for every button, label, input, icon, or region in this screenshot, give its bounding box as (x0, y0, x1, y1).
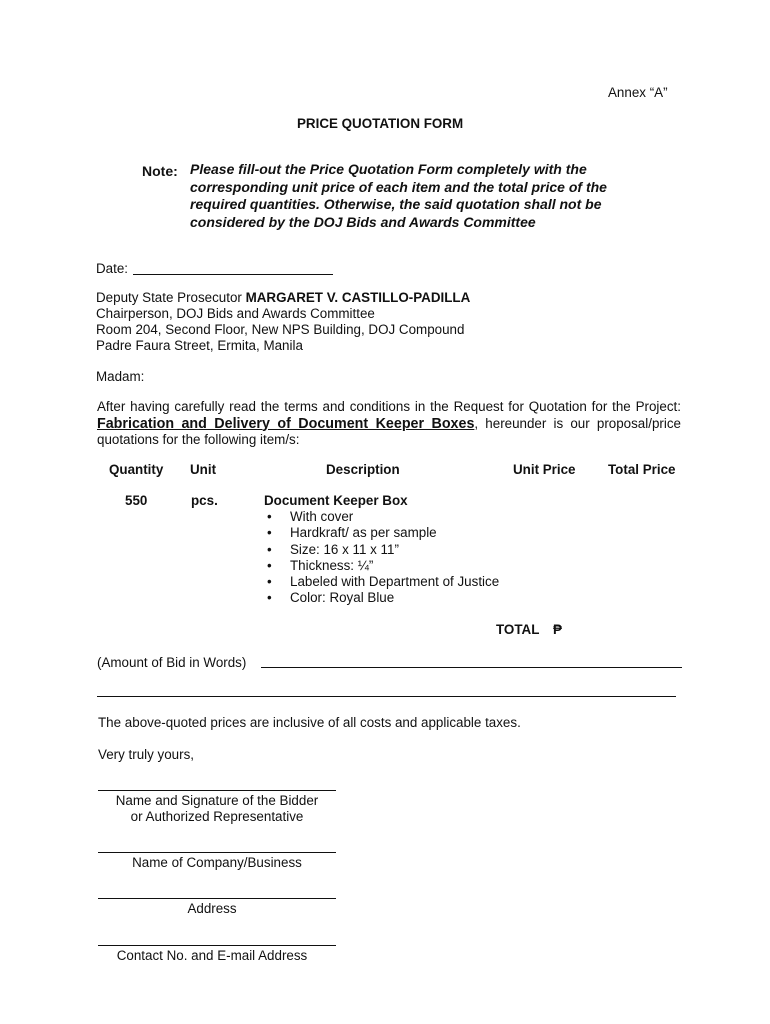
list-item: • With cover (266, 509, 499, 525)
row-unit: pcs. (191, 493, 218, 508)
intro-paragraph (97, 399, 681, 449)
row-quantity: 550 (125, 493, 148, 508)
form-title: PRICE QUOTATION FORM (297, 116, 464, 131)
note-line: considered by the DOJ Bids and Awards Committee (190, 213, 536, 230)
note-line: corresponding unit price of each item and the total price of the (190, 178, 607, 195)
spec-list (266, 509, 499, 607)
amount-in-words-label: (Amount of Bid in Words) (97, 655, 247, 670)
header-description: Description (326, 462, 400, 477)
signature-line-company[interactable] (98, 852, 336, 853)
amount-in-words-line[interactable] (261, 667, 682, 668)
addressee-block (96, 290, 470, 354)
intro-part2: , hereunder is our proposal/price quotations for the following item/s: (97, 415, 681, 447)
addressee-line-1 (96, 290, 470, 306)
signature-label-bidder (98, 793, 336, 825)
list-item: • Labeled with Department of Justice (266, 574, 499, 590)
intro-part1: After having carefully read the terms and conditions in the Request for Quotation for the Project: (97, 399, 681, 414)
date-label: Date: (96, 261, 129, 276)
addressee-line: Room 204, Second Floor, New NPS Building, DOJ Compound (96, 322, 465, 337)
inclusive-statement: The above-quoted prices are inclusive of all costs and applicable taxes. (98, 715, 521, 730)
addressee-name: MARGARET V. CASTILLO-PADILLA (245, 290, 471, 305)
signature-line-bidder[interactable] (98, 790, 336, 791)
signature-label-company: Name of Company/Business (132, 855, 302, 870)
signature-line-address[interactable] (98, 898, 336, 899)
addressee-prefix: Deputy State Prosecutor (96, 290, 246, 305)
addressee-line: Chairperson, DOJ Bids and Awards Committee (96, 306, 375, 321)
addressee-line: Padre Faura Street, Ermita, Manila (96, 338, 303, 353)
annex-label: Annex “A” (608, 85, 668, 100)
signature-label-address: Address (187, 901, 237, 916)
header-total-price: Total Price (608, 462, 676, 477)
peso-symbol: ₱ (553, 622, 562, 637)
total-label: TOTAL (496, 622, 540, 637)
signature-label-contact: Contact No. and E-mail Address (116, 948, 308, 963)
closing: Very truly yours, (98, 747, 194, 762)
project-name: Fabrication and Delivery of Document Keeper Boxes (97, 415, 475, 432)
header-unit-price: Unit Price (513, 462, 576, 477)
list-item: • Thickness: ¼” (266, 558, 499, 574)
header-quantity: Quantity (109, 462, 164, 477)
salutation: Madam: (96, 369, 145, 384)
signature-line-contact[interactable] (98, 945, 336, 946)
bidder-label-line-2: or Authorized Representative (130, 809, 304, 824)
note-label: Note: (142, 163, 178, 179)
note-line: required quantities. Otherwise, the said quotation shall not be (190, 196, 602, 212)
date-input-line[interactable] (133, 274, 333, 275)
note-text (190, 161, 607, 231)
list-item: • Color: Royal Blue (266, 590, 499, 606)
header-unit: Unit (190, 462, 217, 477)
list-item: • Hardkraft/ as per sample (266, 525, 499, 541)
note-line: Please fill-out the Price Quotation Form completely with the (190, 161, 587, 177)
bidder-label-line-1: Name and Signature of the Bidder (115, 793, 319, 808)
amount-in-words-line-2[interactable] (97, 696, 676, 697)
row-description-title: Document Keeper Box (264, 493, 408, 508)
list-item: • Size: 16 x 11 x 11” (266, 542, 499, 558)
